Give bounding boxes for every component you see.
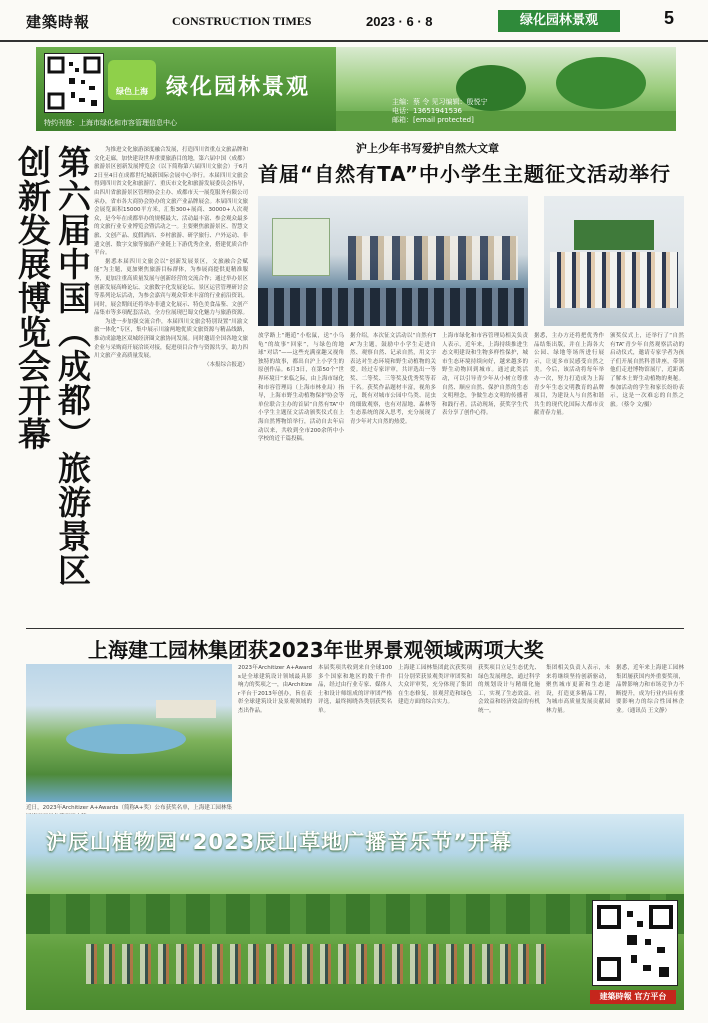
story3-photo-caption: 近日，2023年Architizer A+Awards（简称A+奖）公布获奖名单，上海建工园林集 <box>26 805 232 811</box>
story3-col2: 本届奖项共收到来自全球100多个国家和地区的数千件作品，经过由行业专家、媒体人士和设计师组成的评审团严格评选，最终揭晓各类别获奖名单。 <box>318 665 392 714</box>
story2-photo-award <box>544 196 684 326</box>
tree-line <box>26 894 684 934</box>
audience <box>258 288 528 326</box>
editor-info: 主编：蔡 令 见习编辑：殷悦宁 电话：13651941536 邮箱：[email protected] <box>392 98 488 124</box>
award-backdrop <box>574 220 654 250</box>
page-number: 5 <box>664 8 675 28</box>
award-winners <box>550 252 678 308</box>
story1-body: 为推进文化旅游深度融合发展，打造四川省重点文旅品牌和文化走廊，加快建设世界重要旅游目的地，第六届中国（成都）旅游景区创新发展博览会（以下简称第六届四川文旅会）于6月2日至4日在成都世纪城新国际会展中心举行。本届四川文旅会得到四川省文化和旅游厅、重庆市文化和旅游发展委员会指导，由四川省旅游景区管理协会主办、成都市天一展览服务有限公司承办，省市各大商协会协办的文旅产业品牌展会。本届四川文旅会展览面积15000平方米，汇集300+展商、30000+人次观众，是今年在成都举办的规模最大、活动最丰富、参会观众最多的文旅行业专业博览会暨活动之一。主要聚焦旅游景区、智慧文旅、文创产品、度假酒店、乡村旅游、研学旅行、户外运动、非遗文创、数字文旅等旅游产业链上下游优秀企业，搭建优质合作平台。 据悉本届四川文旅会以“创新发展景区，文旅融合会赋能”为主题，更加聚焦旅游目标群体，为参展商提供更精准服务，更加注重高质量发展与创新经营的交流合作；通过举办景区创新发展高峰论坛、文旅数字化发展论坛、景区运营管理研讨会等系列论坛活动，为参会嘉宾与观众带来丰富的行业前沿资讯。同时，展会期间还将举办非遗文化展示、特色美食品鉴、文创产品集市等多项配套活动，全方位展现巴蜀文化魅力与旅游资源。 为进一步加强交流合作，本届四川文旅会特别设置“川渝文旅一体化”专区，集中展示川渝两地优质文旅资源与精品线路，推动成渝地区双城经济圈文旅协同发展。同时邀请全国各地文旅企业与采购商开展洽谈对接，促进项目合作与资源共享，助力四川文旅产业高质量发展。 （本报综合报道） <box>94 147 248 368</box>
section-divider <box>26 628 684 629</box>
issue-date: 2023 · 6 · 8 <box>366 14 433 29</box>
story3-col5: 集团相关负责人表示，未来将继续坚持创新驱动，聚焦城市更新和生态建设，打造更多精品工程，为城市高质量发展贡献园林力量。 <box>546 665 610 714</box>
banner-support-line: 特约刊登：上海市绿化和市容管理信息中心 <box>44 119 177 127</box>
story2-col2: 据介绍，本次征文活动以“自然有TA”为主题，鼓励中小学生走进自然、观察自然、记录自然，用文字表达对生态环境和野生动植物的关爱。经过专家评审，共评选出一等奖、二等奖、三等奖及优秀奖等若干名。获奖作品题材丰富，视角多元，既有对城市公园中鸟类、昆虫的细致观察，也有对湿地、森林等生态系统的深入思考，充分展现了青少年对大自然的热爱。 <box>350 333 436 425</box>
story2-photo-ceremony <box>258 196 528 326</box>
paper-logo: 建築時報 <box>26 13 91 31</box>
story3-col1: 2023年Architizer A+Awards是全球建筑设计领域最具影响力的奖项之一，由Architizer平台于2013年创办，旨在表彰全球建筑设计及景观领域的杰出作品。 <box>238 665 312 714</box>
story1-headline: 第六届中国（成都）旅游景区创新发展博览会开幕 <box>13 145 92 587</box>
lake <box>66 724 186 754</box>
crowd <box>86 944 546 984</box>
green-shanghai-badge: 绿色上海 <box>108 60 156 100</box>
story2-headline: 首届“自然有TA”中小学生主题征文活动举行 <box>258 162 672 186</box>
story3-col3: 上海建工园林集团此次获奖项目分别荣获景观类评审团奖和大众评审奖，充分体现了集团在生态修复、景观营造和绿色建造方面的综合实力。 <box>398 665 472 706</box>
qr-code-icon <box>592 900 678 986</box>
footer-logo: 建築時報 官方平台 <box>590 990 676 1004</box>
qr-code-icon <box>44 53 104 113</box>
building <box>156 700 216 718</box>
masthead <box>0 0 708 42</box>
story2-col4: 据悉，主办方还将把优秀作品结集出版，并在上海各大公园、绿地等场所进行展示，让更多市民感受自然之美。今后，该活动将每年举办一次，努力打造成为上海青少年生态文明教育的品牌项目，为建设人与自然和谐共生的现代化国际大都市贡献青春力量。 <box>534 333 604 417</box>
event-poster <box>272 218 330 276</box>
story2-col1: 放学路上“邂逅”小松鼠，送“小乌龟”的故事“回家”，与绿色的地球“对话”——这些充满童趣又视角独特的故事，都出自沪上小学生的原创作品。6月3日，在第50个“世界环境日”来临之际，由上海市绿化和市容管理局（上海市林业局）指导，上海市野生动植物保护协会等单位联合主办的首届“自然有TA”中小学生主题征文活动颁奖仪式在上海自然博物馆举行，活动自去年启动以来，共收到全市200余所中小学校的近千篇投稿。 <box>258 333 344 443</box>
story2-col3: 上海市绿化和市容管理局相关负责人表示，近年来，上海持续推进生态文明建设和生物多样性保护，城市生态环境持续向好，越来越多的野生动物回到城市。通过此类活动，可以引导青少年从小树立尊重自然、顺应自然、保护自然的生态文明理念，争做生态文明的传播者和践行者。活动现场，获奖学生代表分享了创作心得。 <box>442 333 528 417</box>
story3-col6: 据悉，近年来上海建工园林集团屡获国内外重要奖项，品牌影响力和市场竞争力不断提升，成为行业内具有重要影响力的综合性园林企业。（通讯员 王文静） <box>616 665 684 714</box>
story2-col5: 颁奖仪式上，还举行了“自然有TA”青少年自然观察活动的启动仪式，邀请专家学者为孩子们开展自然科普讲座，带领他们走进博物馆展厅，近距离了解本土野生动植物的奥秘。参加活动的学生和家长纷纷表示，这是一次难忘的自然之旅。（蔡令 文/摄） <box>610 333 684 408</box>
section-tab: 绿化园林景观 <box>498 10 620 32</box>
story3-photo-park <box>26 664 232 802</box>
story3-col4: 获奖项目立足生态优先、绿色发展理念，通过科学的规划设计与精细化施工，实现了生态效益、社会效益和经济效益的有机统一。 <box>478 665 540 714</box>
story4-headline: 沪辰山植物园“2023辰山草地广播音乐节”开幕 <box>46 830 513 854</box>
story3-headline: 上海建工园林集团获2023年世界景观领域两项大奖 <box>88 638 544 662</box>
paper-name: CONSTRUCTION TIMES <box>172 14 312 28</box>
story2-kicker: 沪上少年书写爱护自然大文章 <box>356 142 499 155</box>
students-group <box>348 236 518 280</box>
banner-title: 绿化园林景观 <box>166 75 311 100</box>
